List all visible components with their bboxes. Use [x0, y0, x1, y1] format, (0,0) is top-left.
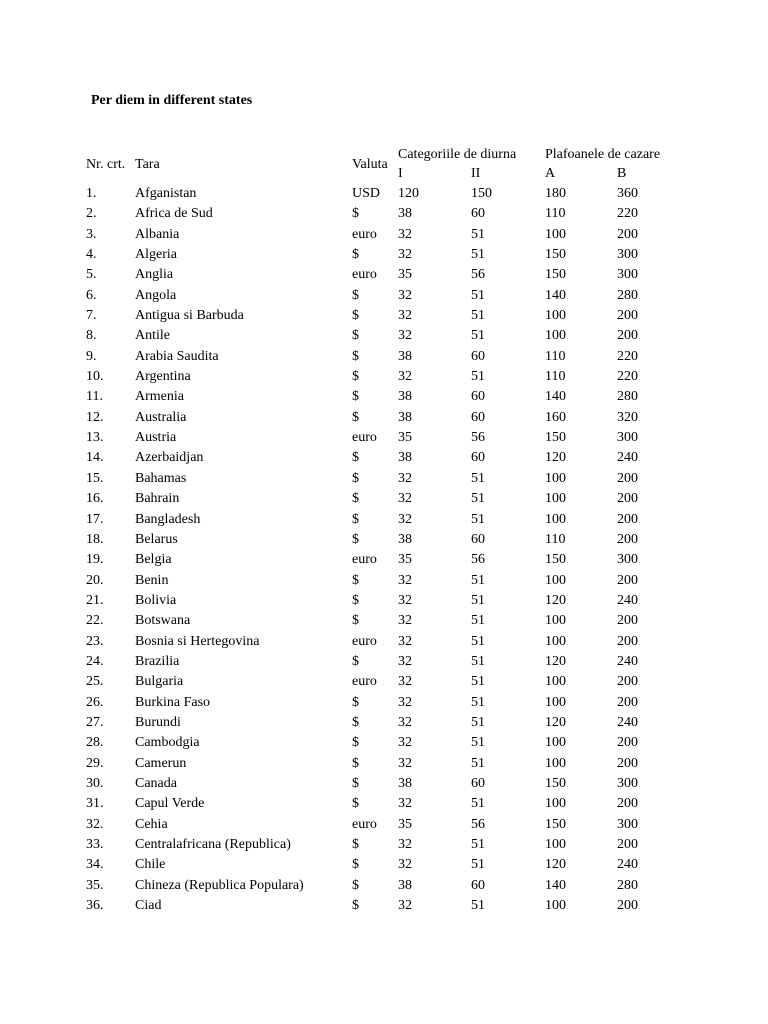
table-row [0, 835, 768, 855]
per-diem-cat-ii: 51 [471, 714, 485, 730]
table-row [0, 855, 768, 875]
lodging-cap-b: 280 [617, 389, 638, 405]
currency: $ [352, 491, 359, 507]
lodging-cap-b: 200 [617, 572, 638, 588]
lodging-cap-a: 160 [545, 409, 566, 425]
per-diem-cat-i: 32 [398, 796, 412, 812]
country-name: Australia [135, 409, 187, 425]
country-name: Arabia Saudita [135, 348, 219, 364]
per-diem-cat-i: 32 [398, 857, 412, 873]
country-name: Angola [135, 287, 177, 303]
lodging-cap-b: 200 [617, 674, 638, 690]
row-number: 19. [86, 552, 104, 568]
per-diem-cat-i: 32 [398, 287, 412, 303]
table-row [0, 367, 768, 387]
lodging-cap-b: 240 [617, 857, 638, 873]
per-diem-cat-ii: 51 [471, 308, 485, 324]
lodging-cap-b: 240 [617, 450, 638, 466]
per-diem-cat-i: 38 [398, 348, 412, 364]
per-diem-cat-i: 120 [398, 186, 419, 201]
currency: $ [352, 755, 359, 771]
per-diem-cat-i: 38 [398, 877, 412, 893]
row-number: 32. [86, 816, 104, 832]
currency: $ [352, 694, 359, 710]
currency: $ [352, 796, 359, 812]
page-title: Per diem in different states [91, 93, 253, 108]
currency: $ [352, 287, 359, 303]
row-number: 5. [86, 267, 97, 283]
country-name: Burundi [135, 714, 181, 730]
lodging-cap-b: 240 [617, 592, 638, 608]
country-name: Chile [135, 857, 166, 873]
lodging-cap-b: 200 [617, 308, 638, 324]
table-row [0, 754, 768, 774]
lodging-cap-a: 150 [545, 816, 566, 832]
per-diem-cat-i: 32 [398, 674, 412, 690]
lodging-cap-b: 200 [617, 531, 638, 547]
table-row [0, 408, 768, 428]
per-diem-cat-i: 32 [398, 755, 412, 771]
header-categorii: Categoriile de diurna [398, 147, 517, 162]
currency: $ [352, 613, 359, 629]
lodging-cap-a: 110 [545, 369, 566, 385]
currency: $ [352, 877, 359, 893]
currency: $ [352, 714, 359, 730]
per-diem-cat-i: 32 [398, 714, 412, 730]
header-cat-i: I [398, 166, 403, 181]
per-diem-cat-ii: 60 [471, 389, 485, 405]
table-row [0, 510, 768, 530]
currency: euro [352, 816, 377, 832]
currency: euro [352, 552, 377, 568]
table-row [0, 652, 768, 672]
per-diem-cat-i: 32 [398, 491, 412, 507]
country-name: Afganistan [135, 186, 197, 201]
row-number: 23. [86, 633, 104, 649]
table-row [0, 815, 768, 835]
per-diem-cat-i: 32 [398, 247, 412, 263]
country-name: Canada [135, 775, 177, 791]
row-number: 33. [86, 837, 104, 852]
per-diem-cat-ii: 51 [471, 674, 485, 690]
row-number: 20. [86, 572, 104, 588]
lodging-cap-a: 110 [545, 531, 566, 547]
currency: euro [352, 267, 377, 283]
country-name: Bahamas [135, 470, 187, 486]
per-diem-cat-ii: 60 [471, 877, 485, 893]
table-row [0, 794, 768, 814]
country-name: Brazilia [135, 653, 180, 669]
per-diem-cat-i: 32 [398, 328, 412, 344]
table-row [0, 347, 768, 367]
per-diem-cat-ii: 60 [471, 206, 485, 222]
per-diem-cat-ii: 56 [471, 267, 485, 283]
lodging-cap-b: 280 [617, 287, 638, 303]
lodging-cap-b: 200 [617, 898, 638, 914]
row-number: 36. [86, 898, 104, 914]
table-row [0, 571, 768, 591]
row-number: 14. [86, 450, 104, 466]
row-number: 12. [86, 409, 104, 425]
lodging-cap-a: 100 [545, 694, 566, 710]
lodging-cap-a: 140 [545, 389, 566, 405]
per-diem-cat-ii: 51 [471, 369, 485, 385]
country-name: Belarus [135, 531, 178, 547]
per-diem-cat-ii: 51 [471, 898, 485, 914]
table-row [0, 448, 768, 468]
table-row [0, 489, 768, 509]
table-row [0, 876, 768, 896]
country-name: Bolivia [135, 592, 177, 608]
lodging-cap-a: 150 [545, 267, 566, 283]
table-row [0, 184, 768, 204]
lodging-cap-b: 200 [617, 511, 638, 527]
currency: $ [352, 470, 359, 486]
table-row [0, 591, 768, 611]
per-diem-cat-i: 32 [398, 837, 412, 852]
row-number: 30. [86, 775, 104, 791]
lodging-cap-b: 300 [617, 816, 638, 832]
currency: $ [352, 837, 359, 852]
lodging-cap-b: 360 [617, 186, 638, 201]
per-diem-cat-ii: 51 [471, 633, 485, 649]
currency: $ [352, 898, 359, 914]
currency: $ [352, 206, 359, 222]
lodging-cap-a: 100 [545, 674, 566, 690]
currency: $ [352, 653, 359, 669]
lodging-cap-a: 180 [545, 186, 566, 201]
row-number: 26. [86, 694, 104, 710]
table-row [0, 896, 768, 916]
currency: $ [352, 572, 359, 588]
lodging-cap-b: 220 [617, 206, 638, 222]
per-diem-cat-ii: 60 [471, 775, 485, 791]
lodging-cap-b: 220 [617, 348, 638, 364]
row-number: 11. [86, 389, 103, 405]
currency: euro [352, 226, 377, 242]
lodging-cap-b: 200 [617, 755, 638, 771]
currency: $ [352, 857, 359, 873]
country-name: Bangladesh [135, 511, 201, 527]
country-name: Cambodgia [135, 735, 200, 751]
currency: $ [352, 247, 359, 263]
country-name: Bosnia si Hertegovina [135, 633, 260, 649]
lodging-cap-a: 100 [545, 308, 566, 324]
lodging-cap-a: 100 [545, 613, 566, 629]
currency: $ [352, 450, 359, 466]
country-name: Austria [135, 430, 177, 446]
row-number: 25. [86, 674, 104, 690]
per-diem-cat-ii: 51 [471, 796, 485, 812]
lodging-cap-a: 100 [545, 328, 566, 344]
table-row [0, 550, 768, 570]
per-diem-cat-ii: 60 [471, 531, 485, 547]
per-diem-cat-i: 32 [398, 511, 412, 527]
per-diem-cat-i: 32 [398, 898, 412, 914]
lodging-cap-a: 140 [545, 287, 566, 303]
per-diem-cat-ii: 51 [471, 735, 485, 751]
table-row [0, 611, 768, 631]
per-diem-cat-ii: 51 [471, 857, 485, 873]
lodging-cap-a: 110 [545, 348, 566, 364]
country-name: Albania [135, 226, 180, 242]
currency: euro [352, 430, 377, 446]
table-row [0, 774, 768, 794]
country-name: Anglia [135, 267, 174, 283]
row-number: 7. [86, 308, 97, 324]
lodging-cap-a: 100 [545, 226, 566, 242]
lodging-cap-a: 110 [545, 206, 566, 222]
per-diem-cat-i: 35 [398, 816, 412, 832]
per-diem-cat-ii: 51 [471, 491, 485, 507]
lodging-cap-b: 200 [617, 796, 638, 812]
currency: $ [352, 735, 359, 751]
country-name: Capul Verde [135, 796, 205, 812]
country-name: Bulgaria [135, 674, 184, 690]
row-number: 24. [86, 653, 104, 669]
row-number: 18. [86, 531, 104, 547]
per-diem-cat-i: 32 [398, 735, 412, 751]
per-diem-cat-ii: 51 [471, 328, 485, 344]
header-valuta: Valuta [352, 157, 388, 172]
currency: $ [352, 369, 359, 385]
lodging-cap-a: 100 [545, 633, 566, 649]
table-row [0, 387, 768, 407]
table-row [0, 265, 768, 285]
row-number: 6. [86, 287, 97, 303]
lodging-cap-b: 220 [617, 369, 638, 385]
lodging-cap-a: 150 [545, 247, 566, 263]
currency: $ [352, 775, 359, 791]
per-diem-cat-i: 38 [398, 531, 412, 547]
row-number: 17. [86, 511, 104, 527]
lodging-cap-a: 150 [545, 430, 566, 446]
lodging-cap-b: 200 [617, 470, 638, 486]
per-diem-cat-i: 38 [398, 450, 412, 466]
header-pl-a: A [545, 166, 556, 181]
lodging-cap-a: 150 [545, 775, 566, 791]
row-number: 8. [86, 328, 97, 344]
lodging-cap-b: 200 [617, 837, 638, 852]
lodging-cap-a: 100 [545, 491, 566, 507]
row-number: 15. [86, 470, 104, 486]
per-diem-cat-ii: 51 [471, 226, 485, 242]
country-name: Antile [135, 328, 170, 344]
row-number: 29. [86, 755, 104, 771]
per-diem-cat-ii: 51 [471, 470, 485, 486]
table-row [0, 693, 768, 713]
per-diem-cat-i: 32 [398, 226, 412, 242]
currency: $ [352, 592, 359, 608]
currency: $ [352, 409, 359, 425]
per-diem-cat-ii: 56 [471, 816, 485, 832]
lodging-cap-b: 320 [617, 409, 638, 425]
table-row [0, 713, 768, 733]
per-diem-cat-ii: 150 [471, 186, 492, 201]
per-diem-table [0, 184, 768, 916]
currency: $ [352, 531, 359, 547]
table-row [0, 245, 768, 265]
lodging-cap-a: 100 [545, 572, 566, 588]
row-number: 13. [86, 430, 104, 446]
table-row [0, 306, 768, 326]
lodging-cap-b: 300 [617, 267, 638, 283]
per-diem-cat-i: 38 [398, 775, 412, 791]
per-diem-cat-ii: 51 [471, 247, 485, 263]
row-number: 21. [86, 592, 104, 608]
per-diem-cat-ii: 51 [471, 613, 485, 629]
row-number: 35. [86, 877, 104, 893]
table-row [0, 286, 768, 306]
currency: euro [352, 633, 377, 649]
per-diem-cat-i: 32 [398, 613, 412, 629]
country-name: Chineza (Republica Populara) [135, 877, 304, 893]
currency: euro [352, 674, 377, 690]
row-number: 3. [86, 226, 97, 242]
per-diem-cat-ii: 51 [471, 837, 485, 852]
per-diem-cat-i: 38 [398, 409, 412, 425]
header-pl-b: B [617, 166, 627, 181]
per-diem-cat-i: 32 [398, 470, 412, 486]
header-nr: Nr. crt. [86, 157, 126, 172]
country-name: Algeria [135, 247, 177, 263]
lodging-cap-a: 100 [545, 755, 566, 771]
row-number: 4. [86, 247, 97, 263]
per-diem-cat-i: 32 [398, 572, 412, 588]
country-name: Belgia [135, 552, 172, 568]
table-row [0, 733, 768, 753]
lodging-cap-b: 300 [617, 430, 638, 446]
lodging-cap-a: 120 [545, 857, 566, 873]
currency: $ [352, 511, 359, 527]
per-diem-cat-i: 32 [398, 633, 412, 649]
lodging-cap-a: 120 [545, 592, 566, 608]
currency: $ [352, 308, 359, 324]
per-diem-cat-ii: 56 [471, 552, 485, 568]
header-tara: Tara [135, 157, 160, 172]
per-diem-cat-ii: 51 [471, 694, 485, 710]
per-diem-cat-i: 35 [398, 430, 412, 446]
per-diem-cat-i: 38 [398, 206, 412, 222]
currency: $ [352, 389, 359, 405]
lodging-cap-a: 100 [545, 735, 566, 751]
per-diem-cat-i: 32 [398, 369, 412, 385]
per-diem-cat-i: 32 [398, 694, 412, 710]
country-name: Benin [135, 572, 169, 588]
per-diem-cat-ii: 60 [471, 450, 485, 466]
per-diem-cat-ii: 51 [471, 287, 485, 303]
table-row [0, 672, 768, 692]
country-name: Bahrain [135, 491, 180, 507]
lodging-cap-b: 200 [617, 613, 638, 629]
currency: USD [352, 186, 381, 201]
row-number: 10. [86, 369, 104, 385]
country-name: Africa de Sud [135, 206, 213, 222]
country-name: Argentina [135, 369, 191, 385]
country-name: Camerun [135, 755, 187, 771]
table-row [0, 428, 768, 448]
row-number: 31. [86, 796, 104, 812]
per-diem-cat-ii: 51 [471, 653, 485, 669]
per-diem-cat-i: 32 [398, 653, 412, 669]
lodging-cap-b: 200 [617, 633, 638, 649]
country-name: Botswana [135, 613, 191, 629]
row-number: 28. [86, 735, 104, 751]
per-diem-cat-ii: 51 [471, 511, 485, 527]
lodging-cap-a: 100 [545, 470, 566, 486]
country-name: Burkina Faso [135, 694, 211, 710]
lodging-cap-a: 120 [545, 450, 566, 466]
per-diem-cat-i: 32 [398, 308, 412, 324]
row-number: 34. [86, 857, 104, 873]
table-row [0, 530, 768, 550]
per-diem-cat-i: 35 [398, 267, 412, 283]
per-diem-cat-ii: 51 [471, 572, 485, 588]
country-name: Antigua si Barbuda [135, 308, 244, 324]
lodging-cap-b: 200 [617, 491, 638, 507]
per-diem-cat-ii: 51 [471, 592, 485, 608]
lodging-cap-b: 200 [617, 328, 638, 344]
currency: $ [352, 328, 359, 344]
table-row [0, 326, 768, 346]
lodging-cap-a: 100 [545, 898, 566, 914]
per-diem-cat-i: 32 [398, 592, 412, 608]
per-diem-cat-i: 38 [398, 389, 412, 405]
per-diem-cat-ii: 60 [471, 348, 485, 364]
lodging-cap-b: 240 [617, 714, 638, 730]
lodging-cap-a: 100 [545, 837, 566, 852]
lodging-cap-a: 150 [545, 552, 566, 568]
per-diem-cat-ii: 51 [471, 755, 485, 771]
header-plafoane: Plafoanele de cazare [545, 147, 661, 162]
lodging-cap-b: 200 [617, 735, 638, 751]
lodging-cap-a: 140 [545, 877, 566, 893]
country-name: Cehia [135, 816, 168, 832]
row-number: 9. [86, 348, 97, 364]
table-row [0, 225, 768, 245]
per-diem-cat-i: 35 [398, 552, 412, 568]
country-name: Centralafricana (Republica) [135, 837, 291, 852]
row-number: 22. [86, 613, 104, 629]
row-number: 2. [86, 206, 97, 222]
per-diem-cat-ii: 56 [471, 430, 485, 446]
lodging-cap-b: 300 [617, 775, 638, 791]
lodging-cap-a: 100 [545, 796, 566, 812]
lodging-cap-b: 280 [617, 877, 638, 893]
table-row [0, 469, 768, 489]
country-name: Armenia [135, 389, 184, 405]
header-cat-ii: II [471, 166, 481, 181]
lodging-cap-b: 200 [617, 226, 638, 242]
row-number: 27. [86, 714, 104, 730]
lodging-cap-b: 240 [617, 653, 638, 669]
lodging-cap-a: 120 [545, 653, 566, 669]
row-number: 16. [86, 491, 104, 507]
table-row [0, 632, 768, 652]
lodging-cap-b: 200 [617, 694, 638, 710]
lodging-cap-a: 100 [545, 511, 566, 527]
table-row [0, 204, 768, 224]
currency: $ [352, 348, 359, 364]
country-name: Azerbaidjan [135, 450, 204, 466]
lodging-cap-a: 120 [545, 714, 566, 730]
lodging-cap-b: 300 [617, 552, 638, 568]
row-number: 1. [86, 186, 97, 201]
lodging-cap-b: 300 [617, 247, 638, 263]
per-diem-cat-ii: 60 [471, 409, 485, 425]
country-name: Ciad [135, 898, 162, 914]
